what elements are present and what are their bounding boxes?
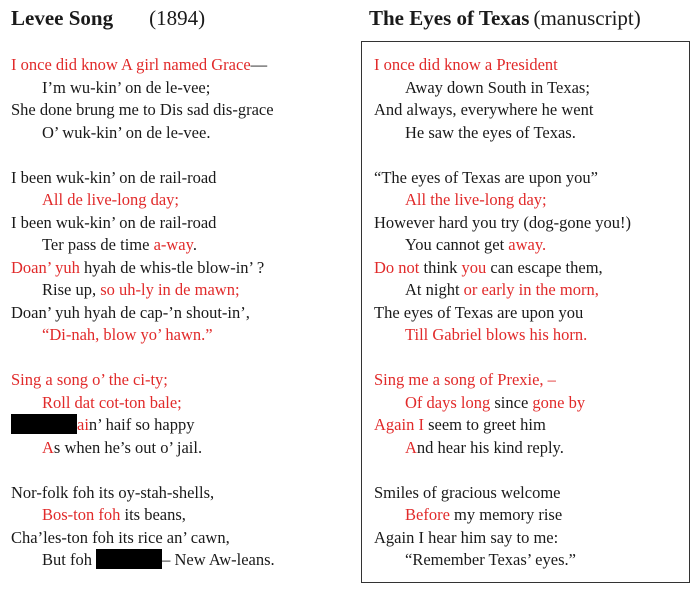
lyric-line <box>11 437 275 460</box>
lyric-text: Again I hear him say to me: <box>374 527 559 547</box>
lyric-line <box>11 549 275 572</box>
stanza-break <box>11 144 275 167</box>
stanza-break <box>11 459 275 482</box>
lyric-line <box>374 324 631 347</box>
lyric-line <box>11 482 275 505</box>
highlighted-text: Roll dat cot-ton bale; <box>42 392 182 412</box>
lyric-text: Smiles of gracious welcome <box>374 482 561 502</box>
lyric-line <box>374 122 631 145</box>
lyric-text: However hard you try (dog-gone you!) <box>374 212 632 232</box>
highlighted-text: so uh-ly in de mawn; <box>100 280 240 299</box>
highlighted-text: Doan’ yuh <box>11 257 80 277</box>
highlighted-text: I once did know A girl named Grace <box>11 55 251 74</box>
stanza-break <box>374 144 631 167</box>
highlighted-text: Sing me a song of Prexie, – <box>374 370 556 389</box>
lyric-text: n’ haif so happy <box>88 415 195 434</box>
highlighted-text: Of days long <box>405 392 491 412</box>
lyric-text: – New Aw-leans. <box>162 550 275 569</box>
highlighted-text: Till Gabriel blows his horn. <box>405 325 588 344</box>
levee-song-lyrics <box>11 54 275 572</box>
lyric-line <box>11 279 275 302</box>
stanza-break <box>374 347 631 370</box>
lyric-line <box>374 279 631 302</box>
highlighted-text: Before <box>405 505 450 524</box>
lyric-text: its beans, <box>120 505 186 524</box>
highlighted-text: Bos-ton foh <box>42 505 121 524</box>
lyric-line <box>11 504 275 527</box>
lyric-text: He saw the eyes of Texas. <box>405 122 576 142</box>
levee-song-title: Levee Song <box>11 6 114 30</box>
lyric-text: O’ wuk-kin’ on de le-vee. <box>42 122 211 142</box>
lyric-line <box>374 54 631 77</box>
lyric-text: s when he’s out o’ jail. <box>53 437 203 457</box>
lyric-text: Away down South in Texas; <box>405 77 590 97</box>
highlighted-text: Again I <box>374 415 424 434</box>
lyric-line <box>11 234 275 257</box>
lyric-line <box>374 482 631 505</box>
lyric-line <box>374 527 631 550</box>
highlighted-text: or early in the morn, <box>463 280 599 299</box>
lyric-line <box>11 302 275 325</box>
lyric-line <box>11 527 275 550</box>
lyric-text: . <box>192 235 197 254</box>
lyric-text: “Remember Texas’ eyes.” <box>405 550 576 569</box>
highlighted-text: a-way <box>153 235 193 254</box>
lyric-line <box>11 167 275 190</box>
highlighted-text: you <box>461 257 487 277</box>
lyric-text: “The eyes of Texas are upon you” <box>374 167 598 187</box>
lyric-line <box>11 324 275 347</box>
stanza-break <box>11 347 275 370</box>
lyric-line <box>11 414 275 437</box>
lyric-line <box>11 54 275 77</box>
lyric-line <box>11 122 275 145</box>
lyric-text: But foh <box>42 550 97 569</box>
highlighted-text: Do not <box>374 257 420 277</box>
levee-song-heading <box>11 6 205 31</box>
highlighted-text: Sing a song o’ the ci-ty; <box>11 370 168 389</box>
eyes-of-texas-subtitle: (manuscript) <box>533 6 641 30</box>
lyric-text: At night <box>405 280 464 299</box>
lyric-text: my memory rise <box>449 505 563 524</box>
highlighted-text: ai <box>77 415 89 434</box>
lyric-text: can escape them, <box>486 257 603 277</box>
highlighted-text: “Di-nah, blow yo’ hawn.” <box>42 325 213 344</box>
lyric-text: Doan’ yuh hyah de cap-’n shout-in’, <box>11 302 250 322</box>
lyric-line <box>374 77 631 100</box>
lyric-text: Cha’les-ton foh its rice an’ cawn, <box>11 527 230 547</box>
highlighted-text: All the live-long day; <box>405 190 547 209</box>
lyric-text: hyah de whis-tle blow-in’ ? <box>79 257 265 277</box>
lyric-line <box>374 99 631 122</box>
lyric-line <box>374 504 631 527</box>
lyric-line <box>374 234 631 257</box>
lyric-text: The eyes of Texas are upon you <box>374 302 584 322</box>
lyric-line <box>374 189 631 212</box>
lyric-line <box>374 167 631 190</box>
lyric-text: And always, everywhere he went <box>374 100 594 119</box>
lyric-line <box>374 437 631 460</box>
lyric-text: You cannot get <box>405 235 509 254</box>
redaction-bar <box>11 414 77 434</box>
highlighted-text: I once did know a President <box>374 55 558 74</box>
lyric-text: think <box>419 257 462 277</box>
lyric-line <box>11 99 275 122</box>
eyes-of-texas-heading <box>369 6 641 31</box>
lyric-line <box>11 392 275 415</box>
lyric-line <box>374 212 631 235</box>
lyric-line <box>374 549 631 572</box>
lyric-line <box>374 302 631 325</box>
lyric-text: She done brung me to Dis sad dis-grace <box>11 100 274 119</box>
lyric-line <box>374 414 631 437</box>
highlighted-text: gone by <box>532 392 586 412</box>
highlighted-text: away. <box>508 235 547 254</box>
levee-song-year: (1894) <box>149 6 206 30</box>
lyric-line <box>11 189 275 212</box>
eyes-of-texas-lyrics <box>374 54 631 572</box>
stanza-break <box>374 459 631 482</box>
highlighted-text: All de live-long day; <box>42 190 180 209</box>
lyric-text: — <box>250 55 268 74</box>
lyric-text: Ter pass de time <box>42 235 154 254</box>
lyric-line <box>374 369 631 392</box>
lyric-text: Nor-folk foh its oy-stah-shells, <box>11 482 215 502</box>
highlighted-text: A <box>42 437 54 457</box>
redaction-bar <box>96 549 162 569</box>
highlighted-text: A <box>405 437 417 457</box>
lyric-text: since <box>490 392 533 412</box>
lyric-text: I been wuk-kin’ on de rail-road <box>11 212 217 232</box>
eyes-of-texas-title: The Eyes of Texas <box>369 6 530 30</box>
lyric-text: I been wuk-kin’ on de rail-road <box>11 167 217 187</box>
lyric-text: Rise up, <box>42 280 101 299</box>
lyric-line <box>11 77 275 100</box>
lyric-line <box>11 212 275 235</box>
lyric-line <box>374 257 631 280</box>
lyric-line <box>374 392 631 415</box>
lyric-line <box>11 369 275 392</box>
lyric-text: I’m wu-kin’ on de le-vee; <box>42 77 211 97</box>
lyric-text: seem to greet him <box>423 415 546 434</box>
lyric-line <box>11 257 275 280</box>
lyric-text: nd hear his kind reply. <box>416 437 564 457</box>
